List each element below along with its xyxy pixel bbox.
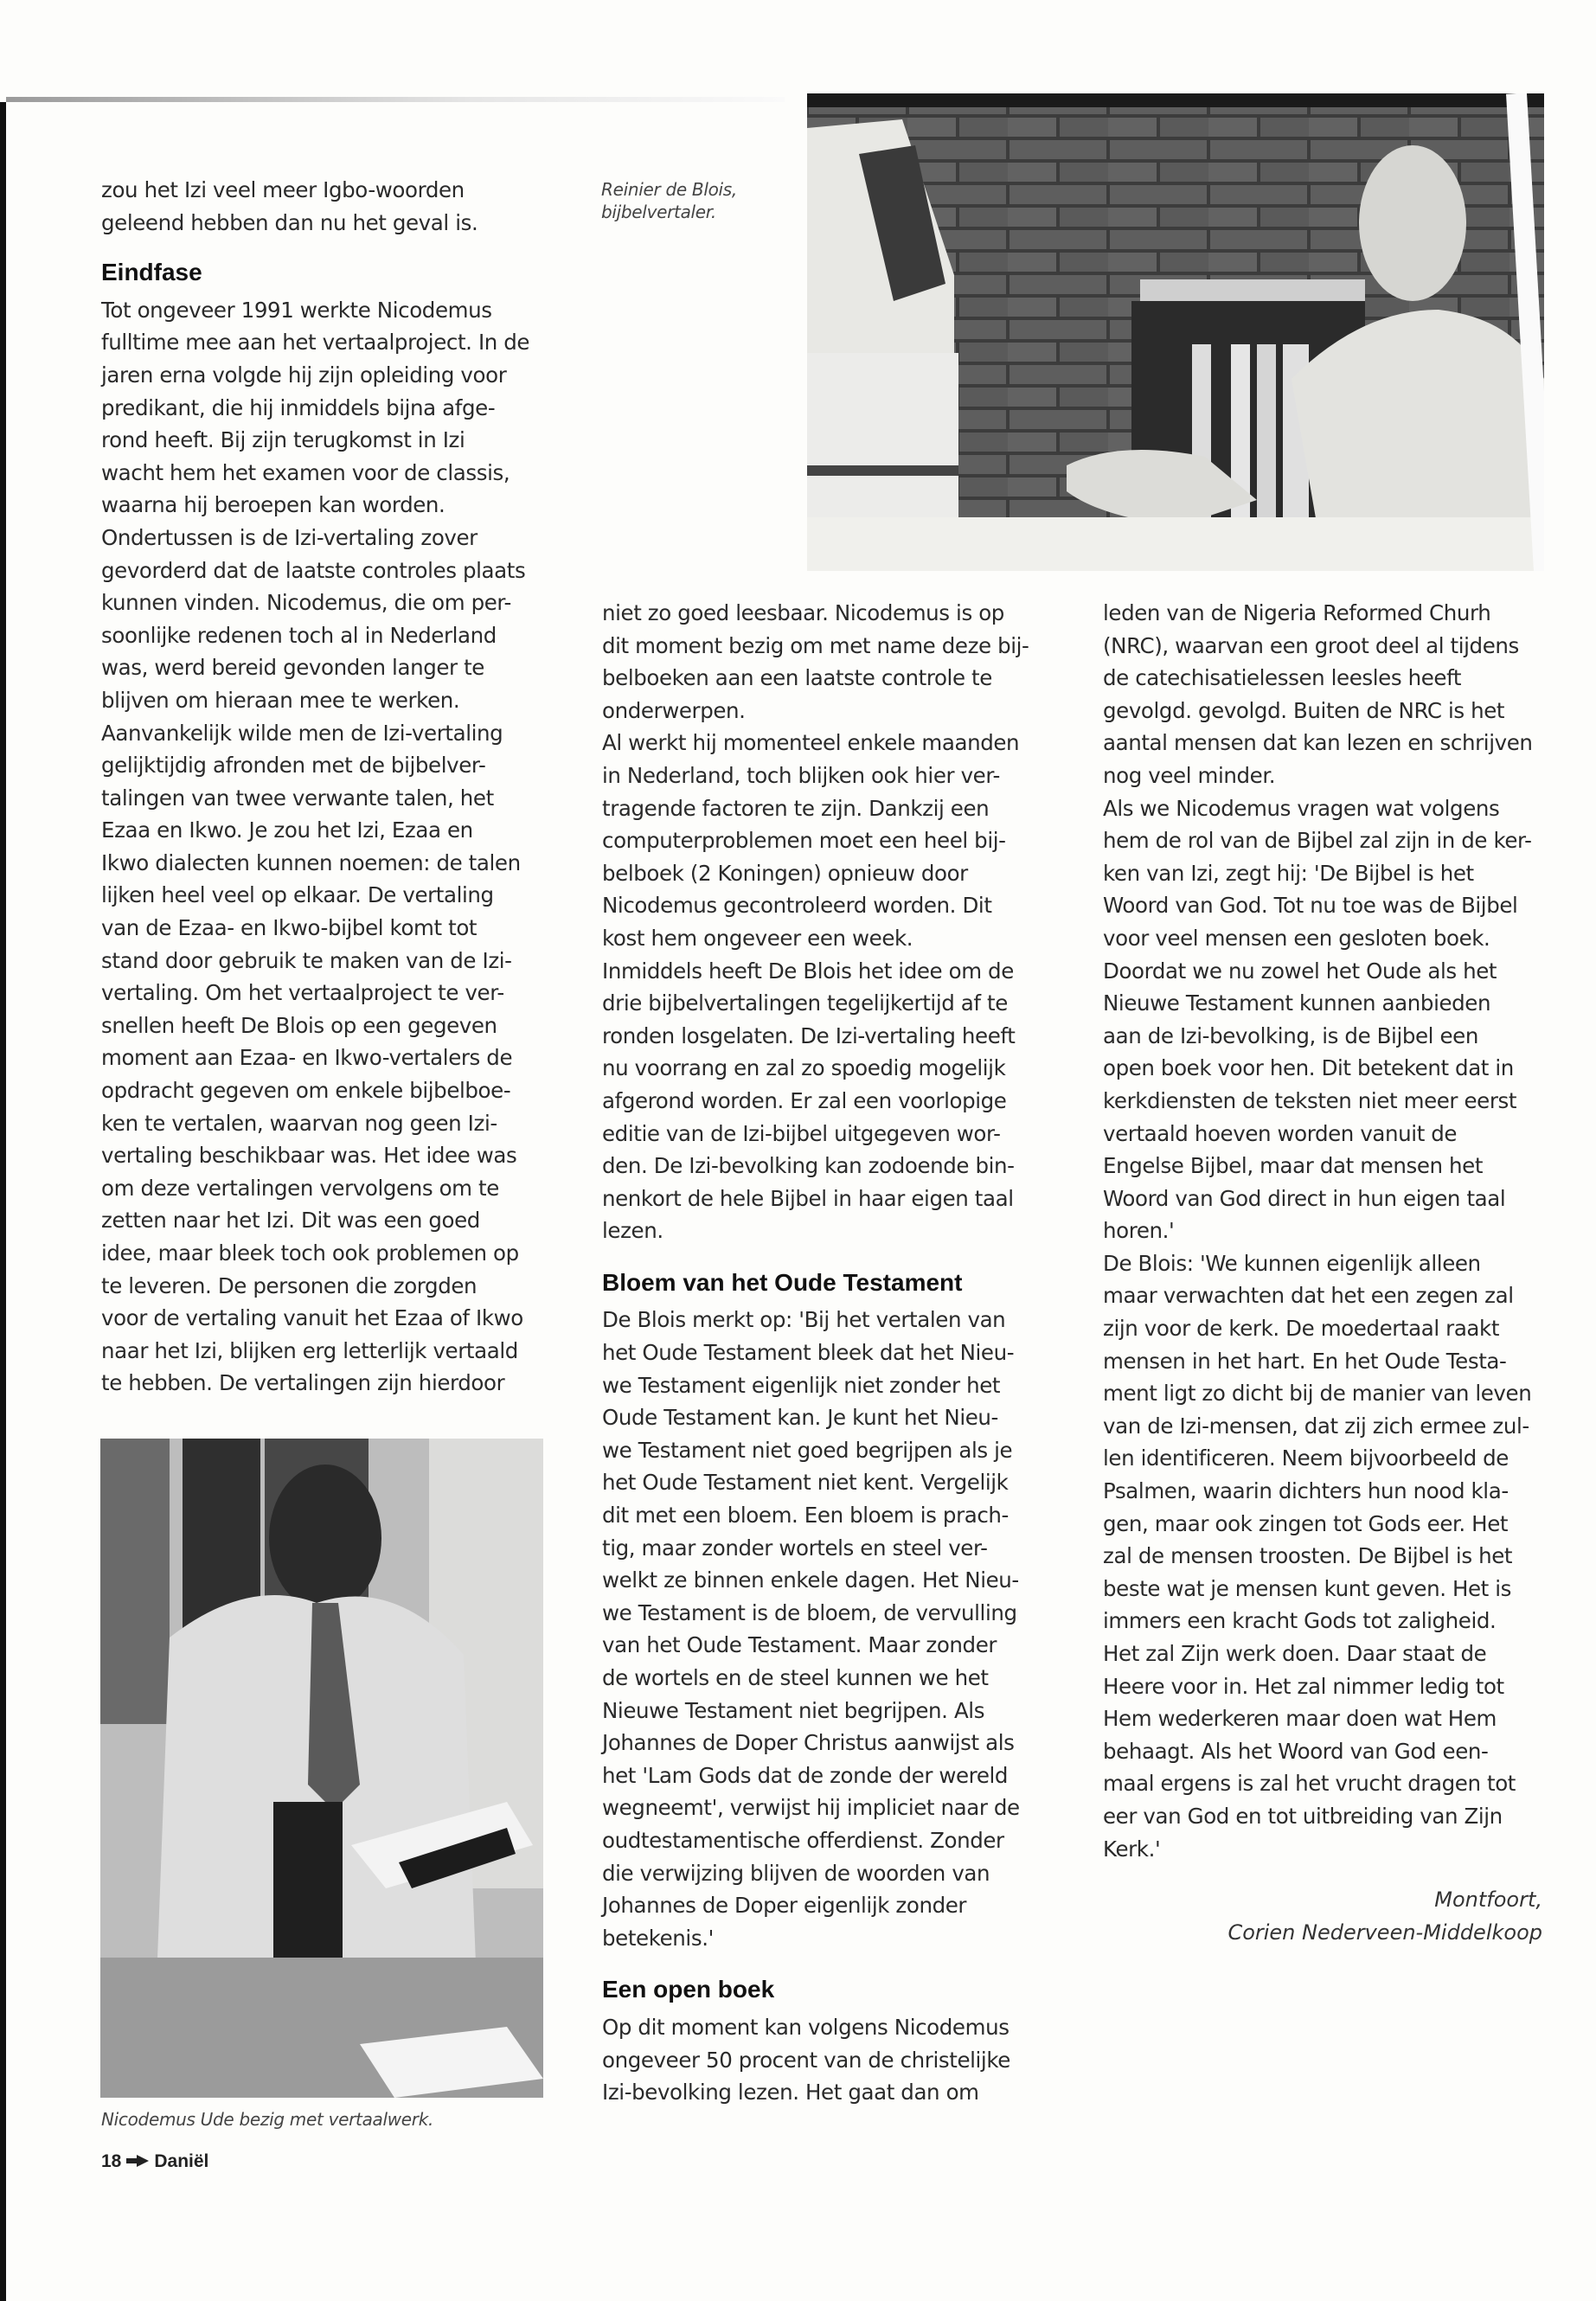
text-line: aan de Izi-bevolking, is de Bijbel een bbox=[1103, 1022, 1478, 1048]
text-line: editie van de Izi-bijbel uitgegeven wor- bbox=[602, 1120, 1001, 1146]
text-line: maar verwachten dat het een zegen zal bbox=[1103, 1283, 1514, 1309]
text-line: Tot ongeveer 1991 werkte Nicodemus bbox=[101, 297, 492, 323]
text-line: onderwerpen. bbox=[602, 697, 746, 723]
text-line: Heere voor in. Het zal nimmer ledig tot bbox=[1103, 1673, 1504, 1699]
text-line: leden van de Nigeria Reformed Churh bbox=[1103, 600, 1491, 625]
scan-edge-top bbox=[6, 97, 785, 102]
text-line: was, werd bereid gevonden langer te bbox=[101, 655, 484, 681]
text-line: ken te vertalen, waarvan nog geen Izi- bbox=[101, 1110, 497, 1136]
photo-man-at-computer bbox=[807, 93, 1544, 571]
text-line: Al werkt hij momenteel enkele maanden bbox=[602, 730, 1020, 756]
text-line: De Blois: 'We kunnen eigenlijk alleen bbox=[1103, 1250, 1481, 1276]
caption-line: bijbelvertaler. bbox=[601, 202, 716, 222]
text-line: Als we Nicodemus vragen wat volgens bbox=[1103, 795, 1500, 821]
text-line: kerkdiensten de teksten niet meer eerst bbox=[1103, 1087, 1517, 1113]
text-line: betekenis.' bbox=[602, 1925, 714, 1951]
text-line: dit met een bloem. Een bloem is prach- bbox=[602, 1503, 1009, 1529]
text-line: welkt ze binnen enkele dagen. Het Nieu- bbox=[602, 1567, 1019, 1593]
text-line: niet zo goed leesbaar. Nicodemus is op bbox=[602, 600, 1004, 625]
scan-edge-left bbox=[0, 102, 6, 2301]
text-line: voor de vertaling vanuit het Ezaa of Ikwo bbox=[101, 1305, 523, 1331]
text-line: stand door gebruik te maken van de Izi- bbox=[101, 947, 512, 973]
text-line: om deze vertalingen vervolgens om te bbox=[101, 1175, 499, 1201]
text-line: gevolgd. gevolgd. Buiten de NRC is het bbox=[1103, 697, 1505, 723]
text-line: ment ligt zo dicht bij de manier van leven bbox=[1103, 1381, 1532, 1407]
paragraph-open-boek bbox=[602, 2011, 1052, 2109]
text-line: Hem wederkeren maar doen wat Hem bbox=[1103, 1706, 1497, 1732]
text-line: drie bijbelvertalingen tegelijkertijd af te bbox=[602, 990, 1008, 1016]
signature-place: Montfoort, bbox=[1434, 1888, 1542, 1912]
text-line: zou het Izi veel meer Igbo-woorden bbox=[101, 177, 465, 202]
text-line: van het Oude Testament. Maar zonder bbox=[602, 1632, 997, 1658]
text-line: te leveren. De personen die zorgden bbox=[101, 1272, 478, 1298]
text-line: den. De Izi-bevolking kan zodoende bin- bbox=[602, 1153, 1015, 1179]
text-line: Het zal Zijn werk doen. Daar staat de bbox=[1103, 1641, 1487, 1666]
text-line: Johannes de Doper eigenlijk zonder bbox=[602, 1893, 967, 1919]
text-line: nenkort de hele Bijbel in haar eigen taal bbox=[602, 1185, 1014, 1211]
arrow-right-icon bbox=[126, 2151, 149, 2172]
text-line: nog veel minder. bbox=[1103, 762, 1276, 788]
text-line: vertaald hoeven worden vanuit de bbox=[1103, 1120, 1458, 1146]
text-line: Psalmen, waarin dichters hun nood kla- bbox=[1103, 1478, 1509, 1504]
text-line: ken van Izi, zegt hij: 'De Bijbel is het bbox=[1103, 860, 1474, 886]
text-line: oudtestamentische offerdienst. Zonder bbox=[602, 1827, 1004, 1853]
text-line: we Testament eigenlijk niet zonder het bbox=[602, 1372, 1001, 1398]
text-line: behaagt. Als het Woord van God een- bbox=[1103, 1738, 1489, 1764]
text-line: jaren erna volgde hij zijn opleiding voor bbox=[101, 362, 507, 388]
text-line: we Testament is de bloem, de vervulling bbox=[602, 1599, 1017, 1625]
text-line: immers een kracht Gods tot zaligheid. bbox=[1103, 1608, 1497, 1634]
text-line: wacht hem het examen voor de classis, bbox=[101, 459, 510, 485]
text-line: Engelse Bijbel, maar dat mensen het bbox=[1103, 1153, 1484, 1179]
text-line: Nieuwe Testament kunnen aanbieden bbox=[1103, 990, 1491, 1016]
text-line: ronden losgelaten. De Izi-vertaling heeft bbox=[602, 1022, 1016, 1048]
text-line: Nieuwe Testament niet begrijpen. Als bbox=[602, 1697, 985, 1723]
text-line: kost hem ongeveer een week. bbox=[602, 925, 913, 951]
text-line: rond heeft. Bij zijn terugkomst in Izi bbox=[101, 427, 465, 453]
text-line: predikant, die hij inmiddels bijna afge- bbox=[101, 394, 496, 420]
text-line: zijn voor de kerk. De moedertaal raakt bbox=[1103, 1316, 1500, 1342]
photo-caption-bottom: Nicodemus Ude bezig met vertaalwerk. bbox=[101, 2109, 434, 2130]
text-line: mensen in het hart. En het Oude Testa- bbox=[1103, 1348, 1507, 1374]
text-line: lijken heel veel op elkaar. De vertaling bbox=[101, 882, 494, 908]
text-line: Inmiddels heeft De Blois het idee om de bbox=[602, 958, 1014, 984]
page-footer bbox=[101, 2151, 208, 2172]
text-line: idee, maar bleek toch ook problemen op bbox=[101, 1240, 519, 1266]
text-line: belboeken aan een laatste controle te bbox=[602, 665, 992, 691]
text-line: gelijktijdig afronden met de bijbelver- bbox=[101, 753, 486, 779]
text-line: in Nederland, toch blijken ook hier ver- bbox=[602, 762, 1000, 788]
text-line: dit moment bezig om met name deze bij- bbox=[602, 632, 1029, 658]
section-heading-open-boek: Een open boek bbox=[602, 1976, 775, 2003]
text-line: soonlijke redenen toch al in Nederland bbox=[101, 622, 497, 648]
text-line: talingen van twee verwante talen, het bbox=[101, 785, 494, 811]
text-line: beste wat je mensen kunt geven. Het is bbox=[1103, 1575, 1512, 1601]
paragraph-right bbox=[1103, 597, 1557, 1865]
text-line: Johannes de Doper Christus aanwijst als bbox=[602, 1730, 1015, 1756]
text-line: opdracht gegeven om enkele bijbelboe- bbox=[101, 1078, 511, 1104]
paragraph-middle-1 bbox=[602, 597, 1052, 1247]
text-line: hem de rol van de Bijbel zal zijn in de ker- bbox=[1103, 828, 1532, 854]
text-line: zal de mensen troosten. De Bijbel is het bbox=[1103, 1543, 1513, 1569]
text-line: het Oude Testament niet kent. Vergelijk bbox=[602, 1470, 1009, 1496]
signature-author: Corien Nederveen-Middelkoop bbox=[1227, 1920, 1542, 1945]
text-line: Ezaa en Ikwo. Je zou het Izi, Ezaa en bbox=[101, 817, 473, 843]
text-line: tragende factoren te zijn. Dankzij een bbox=[602, 795, 990, 821]
photo-nicodemus-ude bbox=[100, 1439, 543, 2098]
text-line: ongeveer 50 procent van de christelijke bbox=[602, 2047, 1010, 2073]
text-line: lezen. bbox=[602, 1218, 663, 1244]
text-line: te hebben. De vertalingen zijn hierdoor bbox=[101, 1370, 505, 1396]
article-column-middle bbox=[602, 597, 1052, 2109]
signature bbox=[1227, 1884, 1542, 1949]
photo-caption-top bbox=[601, 178, 737, 223]
text-line: naar het Izi, blijken erg letterlijk vertaald bbox=[101, 1337, 518, 1363]
text-line: computerproblemen moet een heel bij- bbox=[602, 828, 1006, 854]
text-line: zetten naar het Izi. Dit was een goed bbox=[101, 1208, 480, 1234]
text-line: Kerk.' bbox=[1103, 1836, 1161, 1862]
text-line: waarna hij beroepen kan worden. bbox=[101, 492, 445, 518]
section-heading-bloem: Bloem van het Oude Testament bbox=[602, 1268, 963, 1296]
text-line: Ikwo dialecten kunnen noemen: de talen bbox=[101, 849, 521, 875]
text-line: geleend hebben dan nu het geval is. bbox=[101, 209, 478, 235]
caption-line: Reinier de Blois, bbox=[601, 179, 737, 200]
text-line: de wortels en de steel kunnen we het bbox=[602, 1665, 989, 1690]
page-number: 18 bbox=[101, 2151, 122, 2171]
photo-reinier-de-blois bbox=[807, 93, 1544, 571]
text-line: Op dit moment kan volgens Nicodemus bbox=[602, 2014, 1010, 2040]
text-line: vertaling beschikbaar was. Het idee was bbox=[101, 1143, 517, 1169]
text-line: open boek voor hen. Dit betekent dat in bbox=[1103, 1055, 1514, 1081]
text-line: eer van God en tot uitbreiding van Zijn bbox=[1103, 1803, 1503, 1829]
text-line: het 'Lam Gods dat de zonde der wereld bbox=[602, 1762, 1009, 1788]
text-line: Izi-bevolking lezen. Het gaat dan om bbox=[602, 2080, 979, 2106]
text-line: we Testament niet goed begrijpen als je bbox=[602, 1437, 1013, 1463]
paragraph-bloem bbox=[602, 1304, 1052, 1954]
text-line: len identificeren. Neem bijvoorbeeld de bbox=[1103, 1445, 1509, 1471]
text-line: afgerond worden. Er zal een voorlopige bbox=[602, 1087, 1007, 1113]
article-column-right bbox=[1103, 597, 1557, 1865]
text-line: snellen heeft De Blois op een gegeven bbox=[101, 1012, 497, 1038]
text-line: maal ergens is zal het vrucht dragen tot bbox=[1103, 1771, 1516, 1797]
paragraph-eindfase bbox=[101, 294, 551, 1400]
text-line: fulltime mee aan het vertaalproject. In de bbox=[101, 330, 530, 356]
text-line: gen, maar ook zingen tot Gods eer. Het bbox=[1103, 1510, 1509, 1536]
text-line: wegneemt', verwijst hij impliciet naar de bbox=[602, 1795, 1020, 1821]
photo-man-reading-book bbox=[100, 1439, 543, 2098]
text-line: Doordat we nu zowel het Oude als het bbox=[1103, 958, 1497, 984]
text-line: die verwijzing blijven de woorden van bbox=[602, 1860, 990, 1886]
text-line: Woord van God direct in hun eigen taal bbox=[1103, 1185, 1506, 1211]
text-line: vertaling. Om het vertaalproject te ver- bbox=[101, 980, 504, 1006]
text-line: (NRC), waarvan een groot deel al tijdens bbox=[1103, 632, 1519, 658]
text-line: de catechisatielessen leesles heeft bbox=[1103, 665, 1462, 691]
text-line: Woord van God. Tot nu toe was de Bijbel bbox=[1103, 893, 1518, 919]
text-line: tig, maar zonder wortels en steel ver- bbox=[602, 1535, 988, 1561]
text-line: aantal mensen dat kan lezen en schrijven bbox=[1103, 730, 1533, 756]
text-line: moment aan Ezaa- en Ikwo-vertalers de bbox=[101, 1045, 513, 1071]
text-line: Nicodemus gecontroleerd worden. Dit bbox=[602, 893, 992, 919]
text-line: Oude Testament kan. Je kunt het Nieu- bbox=[602, 1405, 998, 1431]
publication-name: Daniël bbox=[154, 2151, 209, 2171]
text-line: voor veel mensen een gesloten boek. bbox=[1103, 925, 1490, 951]
text-line: van de Ezaa- en Ikwo-bijbel komt tot bbox=[101, 915, 478, 941]
text-line: Ondertussen is de Izi-vertaling zover bbox=[101, 524, 478, 550]
section-heading-eindfase: Eindfase bbox=[101, 259, 202, 286]
text-line: De Blois merkt op: 'Bij het vertalen van bbox=[602, 1307, 1006, 1333]
text-line: van de Izi-mensen, dat zij zich ermee zul- bbox=[1103, 1413, 1529, 1439]
text-line: belboek (2 Koningen) opnieuw door bbox=[602, 860, 968, 886]
text-line: nu voorrang en zal zo spoedig mogelijk bbox=[602, 1055, 1006, 1081]
article-column-left bbox=[101, 174, 551, 1400]
text-line: blijven om hieraan mee te werken. bbox=[101, 687, 460, 713]
text-line: horen.' bbox=[1103, 1218, 1175, 1244]
text-line: kunnen vinden. Nicodemus, die om per- bbox=[101, 590, 511, 616]
text-line: het Oude Testament bleek dat het Nieu- bbox=[602, 1340, 1015, 1366]
text-line: Aanvankelijk wilde men de Izi-vertaling bbox=[101, 720, 503, 746]
text-line: gevorderd dat de laatste controles plaats bbox=[101, 557, 526, 583]
